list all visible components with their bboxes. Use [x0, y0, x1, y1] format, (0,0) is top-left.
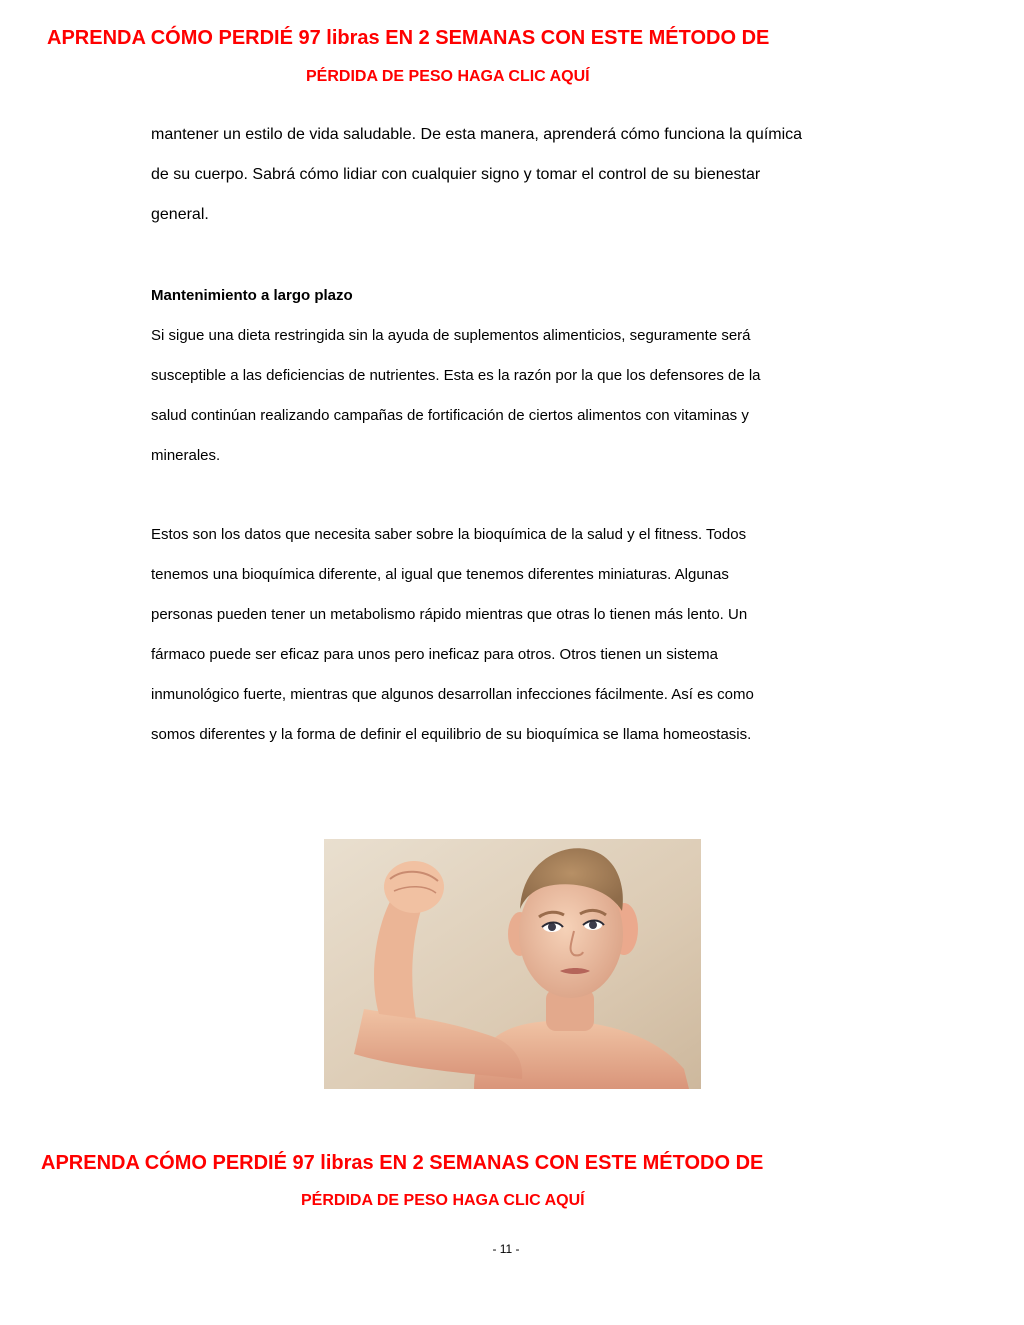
promo-link-bottom-line2[interactable]: PÉRDIDA DE PESO HAGA CLIC AQUÍ — [301, 1192, 585, 1209]
paragraph-2-line-3: salud continúan realizando campañas de fortificación de ciertos alimentos con vitaminas y — [151, 407, 749, 424]
paragraph-1-line-3: general. — [151, 206, 209, 223]
paragraph-3-line-3: personas pueden tener un metabolismo rápido mientras que otras lo tienen más lento. Un — [151, 606, 748, 623]
paragraph-1-line-1: mantener un estilo de vida saludable. De esta manera, aprenderá cómo funciona la química — [151, 126, 803, 143]
paragraph-2-line-2: susceptible a las deficiencias de nutrientes. Esta es la razón por la que los defensores de la — [151, 367, 761, 384]
paragraph-3-line-4: fármaco puede ser eficaz para unos pero ineficaz para otros. Otros tienen un sistema — [151, 646, 718, 663]
section-heading: Mantenimiento a largo plazo — [151, 287, 353, 304]
promo-link-top-line1[interactable]: APRENDA CÓMO PERDIÉ 97 libras EN 2 SEMANAS CON ESTE MÉTODO DE — [47, 27, 770, 49]
promo-link-bottom-line1[interactable]: APRENDA CÓMO PERDIÉ 97 libras EN 2 SEMANAS CON ESTE MÉTODO DE — [41, 1152, 764, 1174]
promo-link-top-line2[interactable]: PÉRDIDA DE PESO HAGA CLIC AQUÍ — [306, 68, 590, 85]
photo-illustration — [324, 839, 701, 1089]
paragraph-2-line-1: Si sigue una dieta restringida sin la ayuda de suplementos alimenticios, seguramente será — [151, 327, 751, 344]
paragraph-3-line-5: inmunológico fuerte, mientras que algunos desarrollan infecciones fácilmente. Así es como — [151, 686, 754, 703]
paragraph-3-line-1: Estos son los datos que necesita saber sobre la bioquímica de la salud y el fitness. Todos — [151, 526, 747, 543]
photo-boy-flexing-arm — [324, 839, 701, 1089]
paragraph-1-line-2: de su cuerpo. Sabrá cómo lidiar con cualquier signo y tomar el control de su bienestar — [151, 166, 761, 183]
paragraph-3-line-6: somos diferentes y la forma de definir el equilibrio de su bioquímica se llama homeostasis. — [151, 726, 752, 743]
paragraph-3-line-2: tenemos una bioquímica diferente, al igual que tenemos diferentes miniaturas. Algunas — [151, 566, 729, 583]
paragraph-2-line-4: minerales. — [151, 447, 221, 464]
page-number: - 11 - — [492, 1242, 520, 1256]
